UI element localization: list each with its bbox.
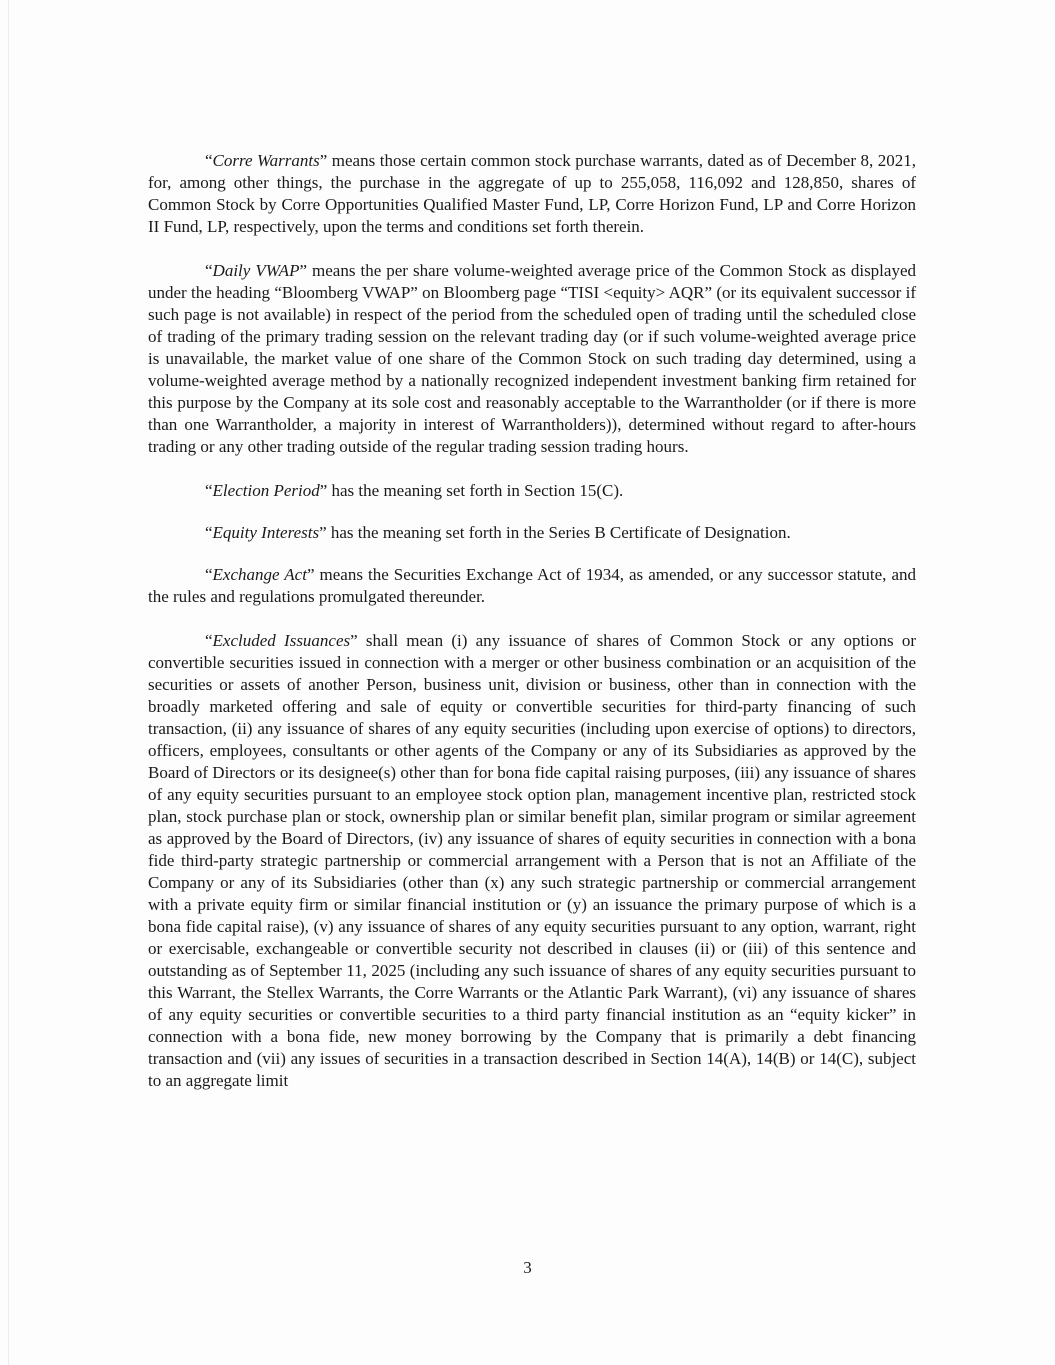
definition-equity-interests: “Equity Interests” has the meaning set forth in the Series B Certificate of Designation. bbox=[205, 523, 791, 542]
definition-body: means the Securities Exchange Act of 1934, as amended, or any successor statute, and the rules and regulations promulgated thereunder. bbox=[148, 565, 916, 606]
definition-body: shall mean (i) any issuance of shares of Common Stock or any options or convertible securities issued in connection with a merger or other business combination or an acquisition of the securities or assets of another Person, business unit, division or business, other than in connection with the broadly marketed offering and sale of equity or convertible securities for third-party financing of such transaction, (ii) any issuance of shares of any equity securities (including upon exercise of options) to directors, officers, employees, consultants or other agents of the Company or any of its Subsidiaries as approved by the Board of Directors or its designee(s) other than for bona fide capital raising purposes, (iii) any issuance of shares of any equity securities pursuant to an employee stock option plan, management incentive plan, restricted stock plan, stock purchase plan or stock, ownership plan or similar benefit plan, similar program or similar agreement as approved by the Board of Directors, (iv) any issuance of shares of equity securities in connection with a bona fide third-party strategic partnership or commercial arrangement with a Person that is not an Affiliate of the Company or any of its Subsidiaries (other than (x) any such strategic partnership or commercial arrangement with a private equity firm or similar financial institution or (y) an issuance the primary purpose of which is a bona fide capital raise), (v) any issuance of shares of any equity securities pursuant to any option, warrant, right or exercisable, exchangeable or convertible security not described in clauses (ii) or (iii) of this sentence and outstanding as of September 11, 2025 (including any such issuance of shares of any equity securities pursuant to this Warrant, the Stellex Warrants, the Corre Warrants or the Atlantic Park Warrant), (vi) any issuance of shares of any equity securities or convertible securities to a third party financial institution as an “equity kicker” in connection with a bona fide, new money borrowing by the Company that is primarily a debt financing transaction and (vii) any issues of securities in a transaction described in Section 14(A), 14(B) or 14(C), subject to an aggregate limit bbox=[148, 631, 916, 1090]
definition-body: has the meaning set forth in the Series B Certificate of Designation. bbox=[326, 523, 791, 542]
defined-term: Corre Warrants bbox=[212, 151, 320, 170]
definition-excluded-issuances: “Excluded Issuances” shall mean (i) any issuance of shares of Common Stock or any options or convertible securities issued in connection with a merger or other business combination or an acquisition of the securities or assets of another Person, business unit, division or business, other than in connection with the broadly marketed offering and sale of equity or convertible securities for third-party financing of such transaction, (ii) any issuance of shares of any equity securities (including upon exercise of options) to directors, officers, employees, consultants or other agents of the Company or any of its Subsidiaries as approved by the Board of Directors or its designee(s) other than for bona fide capital raising purposes, (iii) any issuance of shares of any equity securities pursuant to an employee stock option plan, management incentive plan, restricted stock plan, stock purchase plan or stock, ownership plan or similar benefit plan, similar program or similar agreement as approved by the Board of Directors, (iv) any issuance of shares of equity securities in connection with a bona fide third-party strategic partnership or commercial arrangement with a Person that is not an Affiliate of the Company or any of its Subsidiaries (other than (x) any such strategic partnership or commercial arrangement with a private equity firm or similar financial institution or (y) an issuance the primary purpose of which is a bona fide capital raise), (v) any issuance of shares of any equity securities pursuant to any option, warrant, right or exercisable, exchangeable or convertible security not described in clauses (ii) or (iii) of this sentence and outstanding as of September 11, 2025 (including any such issuance of shares of any equity securities pursuant to this Warrant, the Stellex Warrants, the Corre Warrants or the Atlantic Park Warrant), (vi) any issuance of shares of any equity securities or convertible securities to a third party financial institution as an “equity kicker” in connection with a bona fide, new money borrowing by the Company that is primarily a debt financing transaction and (vii) any issues of securities in a transaction described in Section 14(A), 14(B) or 14(C), subject to an aggregate limit bbox=[148, 631, 916, 1090]
definition-election-period: “Election Period” has the meaning set forth in Section 15(C). bbox=[205, 481, 624, 500]
defined-term: Excluded Issuances bbox=[212, 631, 351, 650]
defined-term: Exchange Act bbox=[212, 565, 307, 584]
scan-edge-shadow bbox=[8, 0, 9, 1365]
definition-corre-warrants: “Corre Warrants” means those certain common stock purchase warrants, dated as of December 8, 2021, for, among other things, the purchase in the aggregate of up to 255,058, 116,092 and 128,850, shares of Common Stock by Corre Opportunities Qualified Master Fund, LP, Corre Horizon Fund, LP and Corre Horizon II Fund, LP, respectively, upon the terms and conditions set forth therein. bbox=[148, 151, 917, 236]
definitions-section bbox=[148, 150, 916, 1114]
page-number: 3 bbox=[523, 1258, 532, 1277]
defined-term: Election Period bbox=[212, 481, 320, 500]
definition-body: has the meaning set forth in Section 15(C). bbox=[327, 481, 624, 500]
definition-exchange-act: “Exchange Act” means the Securities Exchange Act of 1934, as amended, or any successor statute, and the rules and regulations promulgated thereunder. bbox=[148, 565, 916, 606]
definition-body: means those certain common stock purchase warrants, dated as of December 8, 2021, for, among other things, the purchase in the aggregate of up to 255,058, 116,092 and 128,850, shares of Common Stock by Corre Opportunities Qualified Master Fund, LP, Corre Horizon Fund, LP and Corre Horizon II Fund, LP, respectively, upon the terms and conditions set forth therein. bbox=[148, 151, 917, 236]
defined-term: Daily VWAP bbox=[212, 261, 300, 280]
defined-term: Equity Interests bbox=[212, 523, 320, 542]
definition-daily-vwap: “Daily VWAP” means the per share volume-weighted average price of the Common Stock as displayed under the heading “Bloomberg VWAP” on Bloomberg page “TISI <equity> AQR” (or its equivalent successor if such page is not available) in respect of the period from the scheduled open of trading until the scheduled close of trading of the primary trading session on the relevant trading day (or if such volume-weighted average price is unavailable, the market value of one share of the Common Stock on such trading day determined, using a volume-weighted average method by a nationally recognized independent investment banking firm retained for this purpose by the Company at its sole cost and reasonably acceptable to the Warrantholder (or if there is more than one Warrantholder, a majority in interest of Warrantholders)), determined without regard to after-hours trading or any other trading outside of the regular trading session trading hours. bbox=[148, 261, 916, 456]
definition-body: means the per share volume-weighted average price of the Common Stock as displayed under the heading “Bloomberg VWAP” on Bloomberg page “TISI <equity> AQR” (or its equivalent successor if such page is not available) in respect of the period from the scheduled open of trading until the scheduled close of trading of the primary trading session on the relevant trading day (or if such volume-weighted average price is unavailable, the market value of one share of the Common Stock on such trading day determined, using a volume-weighted average method by a nationally recognized independent investment banking firm retained for this purpose by the Company at its sole cost and reasonably acceptable to the Warrantholder (or if there is more than one Warrantholder, a majority in interest of Warrantholders)), determined without regard to after-hours trading or any other trading outside of the regular trading session trading hours. bbox=[148, 261, 916, 456]
